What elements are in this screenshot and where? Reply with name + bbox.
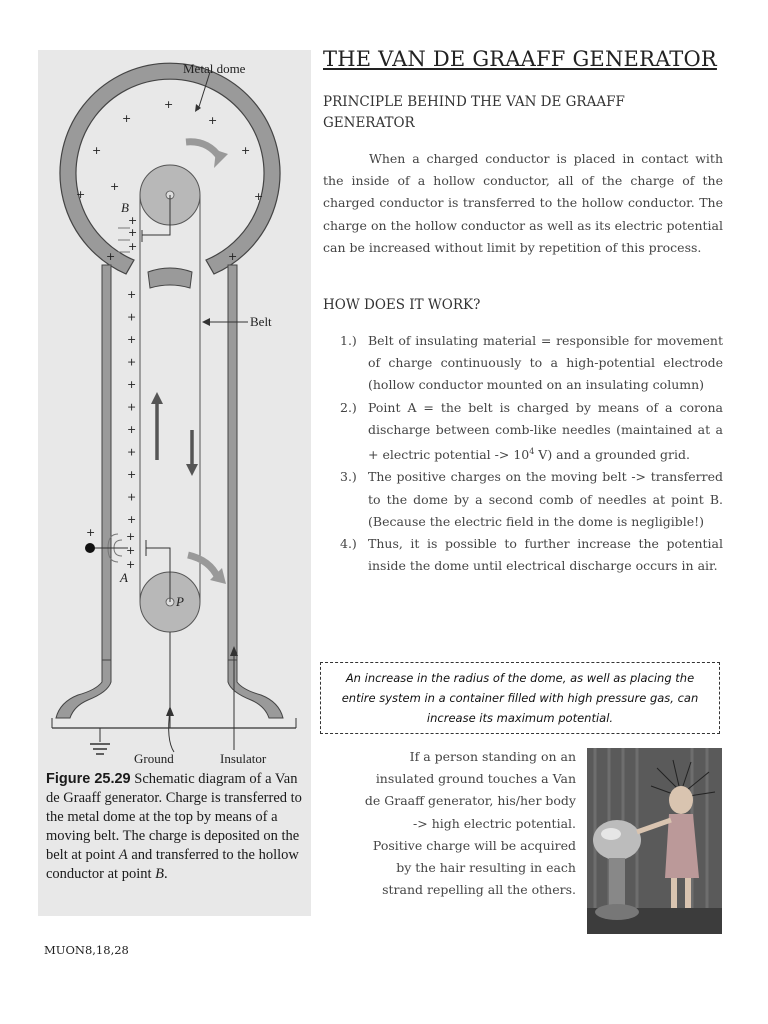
- caption-text-3: .: [164, 866, 168, 882]
- svg-text:+: +: [128, 226, 138, 239]
- svg-text:+: +: [254, 190, 264, 203]
- belt-label: Belt: [250, 314, 272, 329]
- caption-text-2: and transferred to the hollow conductor at point: [46, 847, 299, 882]
- figure-number: Figure 25.29: [46, 771, 131, 787]
- caption-point-a: A: [118, 847, 128, 863]
- belt-charge-plus: +: [127, 378, 137, 391]
- belt-charge-plus: +: [127, 333, 137, 346]
- list-item: 3.) The positive charges on the moving belt -> transferred to the dome by a second comb of needles at point B. (Because the electric field in the dome is negligible!): [340, 469, 723, 529]
- figure-panel: [38, 50, 311, 916]
- point-a-label: A: [120, 570, 128, 585]
- belt-charge-plus: +: [127, 513, 137, 526]
- left-foot: [56, 660, 111, 718]
- belt-charge-plus: +: [127, 310, 137, 324]
- svg-text:+: +: [241, 144, 251, 157]
- section1-body: When a charged conductor is placed in contact with the inside of a hollow conductor, all of the charge of the charged conductor is transferred to the hollow conductor. The charge on the hollow conductor as well as its electric potential can be increased without limit by repetition of this process.: [323, 151, 723, 255]
- caption-text-1: Schematic diagram of a Van de Graaff generator. Charge is transferred to the metal dome at the top by means of a moving belt. The charge is deposited on the belt at point: [46, 771, 302, 863]
- svg-text:+: +: [164, 98, 174, 111]
- svg-text:+: +: [228, 250, 238, 263]
- svg-text:+: +: [208, 114, 218, 127]
- ground-label: Ground: [134, 751, 174, 765]
- svg-text:+: +: [86, 526, 96, 539]
- svg-text:+: +: [126, 544, 136, 557]
- svg-text:+: +: [128, 214, 138, 227]
- belt-charge-plus: +: [127, 468, 137, 481]
- belt-charge-plus: +: [127, 490, 137, 504]
- list-item: 1.) Belt of insulating material = responsible for movement of charge continuously to a high-potential electrode (hollow conductor mounted on an insulating column): [340, 333, 723, 393]
- svg-text:+: +: [92, 144, 102, 157]
- svg-text:+: +: [122, 112, 132, 125]
- how-it-works-list: [340, 330, 723, 577]
- metal-dome-label: Metal dome: [183, 61, 246, 76]
- list-item: 4.) Thus, it is possible to further increase the potential inside the dome until electrical discharge occurs in air.: [340, 535, 723, 574]
- page-title: THE VAN DE GRAAFF GENERATOR: [323, 47, 717, 71]
- van-de-graaff-diagram: [38, 50, 311, 765]
- belt-charge-plus: +: [127, 445, 137, 459]
- right-column: [228, 265, 237, 660]
- footer-code: MUON8,18,28: [44, 943, 129, 957]
- svg-text:+: +: [110, 180, 120, 193]
- svg-text:+: +: [106, 250, 116, 263]
- belt-charge-plus: +: [127, 423, 137, 436]
- insulator-label: Insulator: [220, 751, 267, 765]
- section1-heading: PRINCIPLE BEHIND THE VAN DE GRAAFF GENERATOR: [323, 94, 625, 131]
- photo-description: If a person standing on an insulated ground touches a Van de Graaff generator, his/her body -> high electric potential. Positive charge will be acquired by the hair resulting in each strand repelling all the others.: [364, 749, 576, 898]
- list-item: 2.) Point A = the belt is charged by means of a corona discharge between comb-like needles (maintained at a + electric potential -> $10^4$ V) and a grounded grid.: [340, 399, 723, 463]
- figure-caption: [46, 770, 308, 884]
- belt-charge-plus: +: [127, 400, 137, 414]
- point-p-label: P: [176, 594, 184, 609]
- right-foot: [228, 660, 283, 718]
- svg-text:+: +: [76, 188, 86, 201]
- belt-charge-plus: +: [127, 288, 137, 301]
- left-column: [102, 265, 111, 660]
- girl-touching-generator-photo: [587, 748, 722, 934]
- section2-heading: HOW DOES IT WORK?: [323, 297, 481, 313]
- svg-text:+: +: [126, 558, 136, 571]
- svg-text:+: +: [126, 530, 136, 543]
- belt-charge-plus: +: [127, 355, 137, 369]
- point-b-label: B: [121, 200, 129, 215]
- dome-inner-plate: [148, 268, 192, 288]
- note-box: An increase in the radius of the dome, as well as placing the entire system in a container filled with high pressure gas, can increase its maximum potential.: [320, 662, 720, 734]
- svg-text:+: +: [128, 240, 138, 253]
- caption-point-b: B: [155, 866, 164, 882]
